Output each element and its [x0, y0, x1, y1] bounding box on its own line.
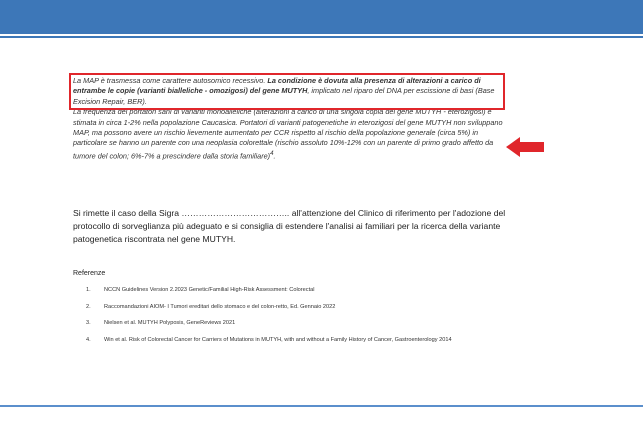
frequency-paragraph: La frequenza dei portatori sani di varianti monoalleliche (alterazioni a carico di una singola copia del gene MUTYH - eterozigosi) è stimata in circa 1-2% nella popolazione Caucasica. Portatori di varianti patogenetiche in eterozigosi del gene MUTYH non sviluppano MAP, ma possono avere un rischio lievemente aumentato per CCR rispetto al rischio della popolazione generale (circa 5%) in particolare se hanno un parente con una neoplasia colorettale (rischio assoluto 10%-12% con un parente di primo grado affetto da tumore del colon; 6%-7% a prescindere dalla storia familiare)$^4$.	[73, 107, 503, 161]
reference-item: 3. Nielsen et al. MUTYH Polyposis, GeneReviews 2021	[86, 320, 236, 326]
highlight-box	[69, 73, 505, 110]
references-title: Referenze	[73, 270, 106, 277]
header-divider	[0, 36, 643, 38]
red-arrow-icon	[506, 137, 544, 157]
highlighted-bold-text: La condizione è dovuta alla presenza di alterazioni a carico di entrambe le copie (varianti bialleliche - omozigosi) del gene MUTYH	[73, 76, 481, 96]
citation-superscript: 4	[270, 149, 274, 157]
reference-item: 2. Raccomandazioni AIOM- I Tumori ereditari dello stomaco e del colon-retto, Ed. Gennaio 2022	[86, 303, 336, 310]
footer-divider	[0, 405, 643, 407]
body-paragraph: Si rimette il caso della Sigra ……………………………….. all'attenzione del Clinico di riferimento per l'adozione del protocollo di sorveglianza più adeguato e si consiglia di estendere l'analisi ai familiari per la ricerca della variante patogenetica riscontrata nel gene MUTYH.	[73, 208, 506, 244]
reference-item: 4. Win et al. Risk of Colorectal Cancer for Carriers of Mutations in MUTYH, with and without a Family History of Cancer, Gastroenterology 2014	[86, 336, 452, 343]
reference-item: 1. NCCN Guidelines Version 2.2023 Genetic/Familial High-Risk Assessment: Colorectal	[86, 287, 315, 293]
header-bar	[0, 0, 643, 34]
highlighted-paragraph: La MAP è trasmessa come carattere autosomico recessivo. La condizione è dovuta alla presenza di alterazioni a carico di entrambe le copie (varianti bialleliche - omozigosi) del gene MUTYH, implicato nel riparo del DNA per escissione di basi (Base Excision Repair, BER).	[73, 76, 495, 106]
references-list	[86, 286, 506, 352]
